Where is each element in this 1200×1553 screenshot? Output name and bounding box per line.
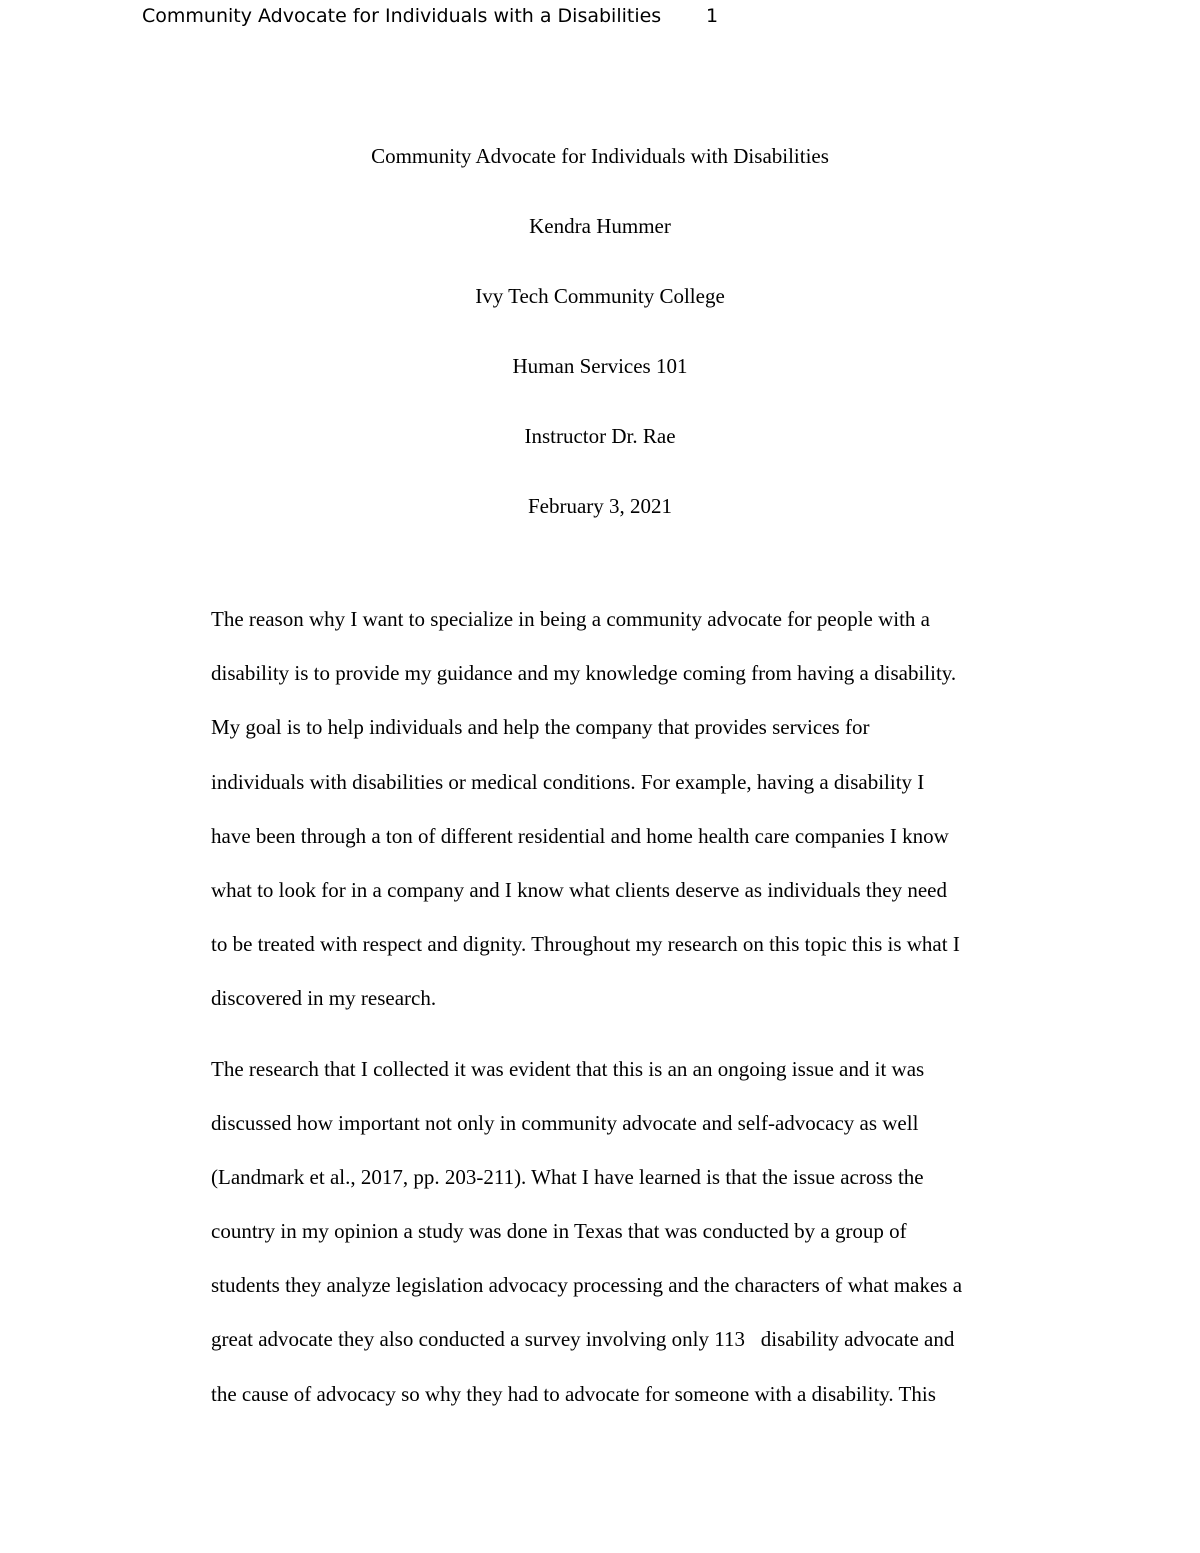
submission-date: February 3, 2021 bbox=[527, 494, 673, 518]
page-number: 1 bbox=[706, 5, 719, 27]
paragraph-1 bbox=[211, 597, 1071, 1031]
paragraph-line: discussed how important not only in community advocate and self-advocacy as well bbox=[211, 1110, 919, 1135]
course-name: Human Services 101 bbox=[512, 354, 688, 378]
paragraph-gap bbox=[211, 1031, 1071, 1047]
paragraph-line: the cause of advocacy so why they had to advocate for someone with a disability. This bbox=[211, 1381, 936, 1406]
body-text bbox=[211, 597, 1071, 1426]
paragraph-line: My goal is to help individuals and help the company that provides services for bbox=[211, 715, 870, 740]
paragraph-line: individuals with disabilities or medical conditions. For example, having a disability I bbox=[211, 769, 925, 794]
paragraph-line: great advocate they also conducted a survey involving only 113 disability advocate and bbox=[211, 1327, 955, 1352]
paragraph-line: have been through a ton of different residential and home health care companies I know bbox=[211, 823, 949, 848]
paragraph-line: disability is to provide my guidance and my knowledge coming from having a disability. bbox=[211, 661, 957, 686]
paragraph-line: country in my opinion a study was done in Texas that was conducted by a group of bbox=[211, 1219, 907, 1244]
paragraph-line: discovered in my research. bbox=[211, 986, 437, 1011]
running-head-title: Community Advocate for Individuals with a Disabilities bbox=[142, 5, 662, 27]
paragraph-2 bbox=[211, 1047, 1071, 1426]
running-head bbox=[142, 2, 719, 30]
paragraph-line: students they analyze legislation advocacy processing and the characters of what makes a bbox=[211, 1273, 963, 1298]
instructor-name: Instructor Dr. Rae bbox=[524, 424, 676, 448]
paragraph-line: what to look for in a company and I know what clients deserve as individuals they need bbox=[211, 877, 947, 902]
paragraph-line: The research that I collected it was evident that this is an an ongoing issue and it was bbox=[211, 1056, 925, 1081]
title-page-block bbox=[0, 140, 1200, 560]
paragraph-line: The reason why I want to specialize in being a community advocate for people with a bbox=[211, 607, 931, 631]
paragraph-line: (Landmark et al., 2017, pp. 203-211). What I have learned is that the issue across the bbox=[211, 1164, 924, 1189]
institution: Ivy Tech Community College bbox=[475, 284, 725, 308]
author-name: Kendra Hummer bbox=[529, 214, 671, 238]
paper-title: Community Advocate for Individuals with Disabilities bbox=[371, 144, 829, 168]
paragraph-line: to be treated with respect and dignity. Throughout my research on this topic this is what I bbox=[211, 932, 960, 957]
